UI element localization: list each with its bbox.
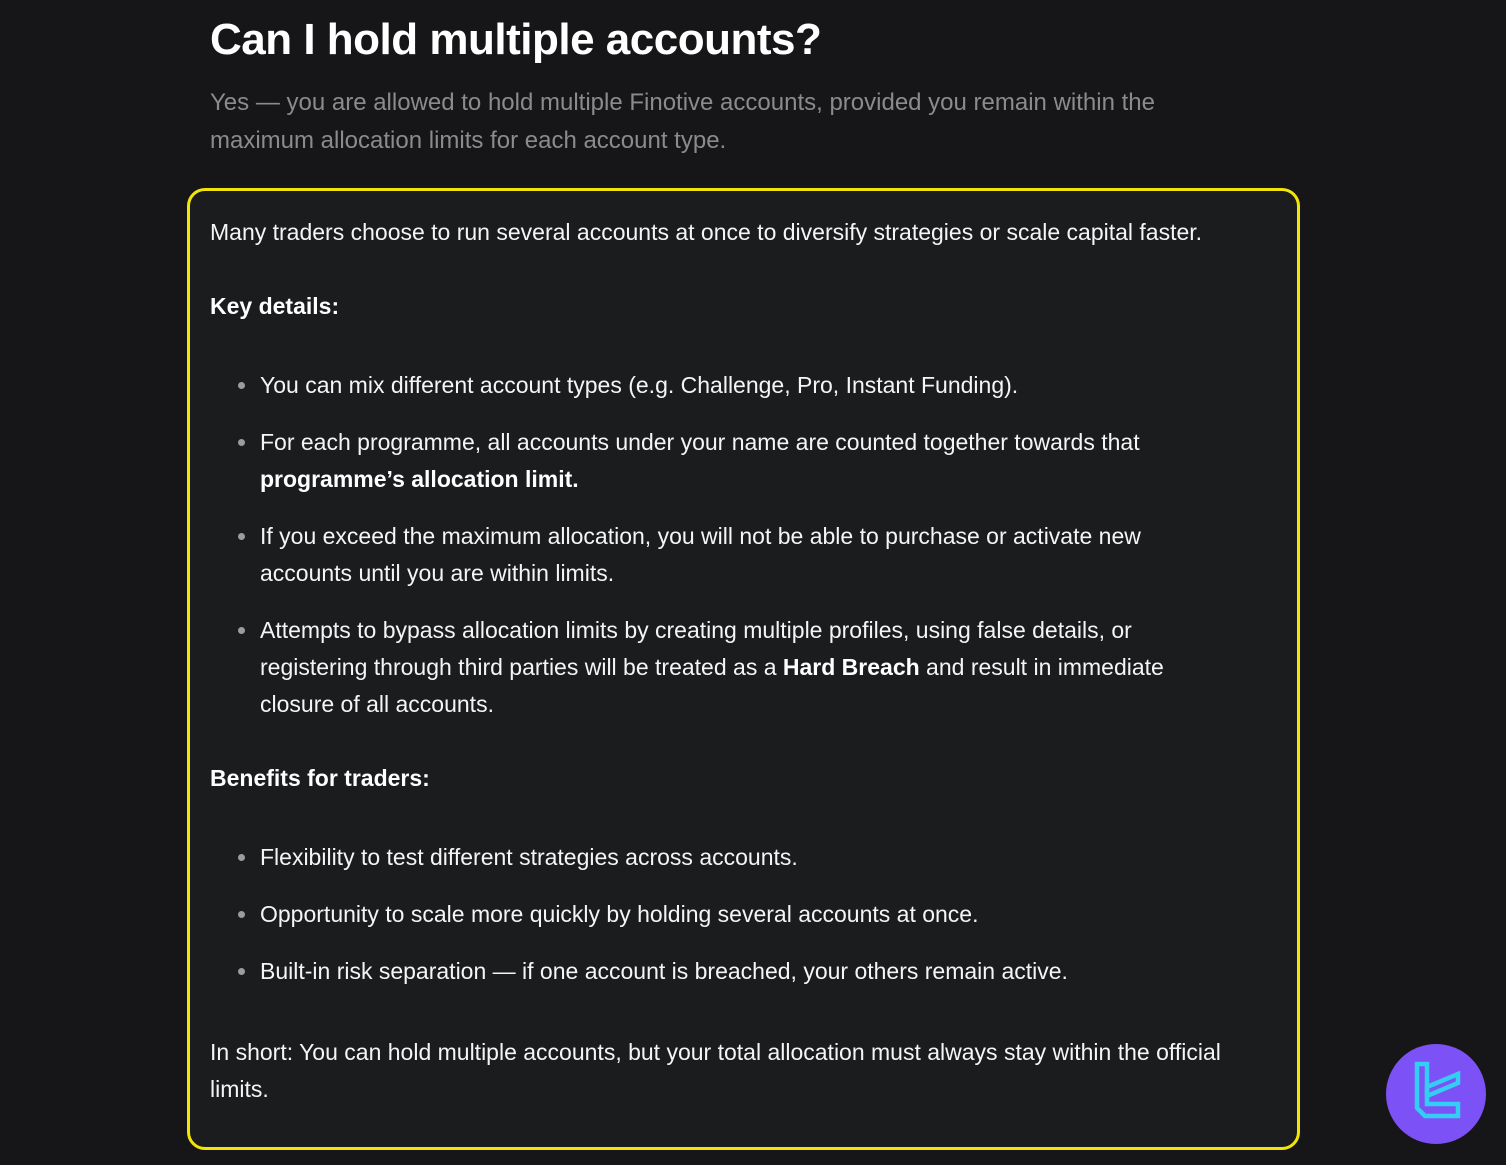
list-item-bold-text: programme’s allocation limit. bbox=[260, 466, 579, 492]
list-item-text: Built-in risk separation — if one account is breached, your others remain active. bbox=[260, 958, 1068, 984]
benefits-list bbox=[210, 839, 1271, 990]
list-item-bold-text: Hard Breach bbox=[782, 654, 920, 680]
key-details-heading: Key details: bbox=[210, 293, 340, 319]
list-item-text: You can mix different account types (e.g. Challenge, Pro, Instant Funding). bbox=[260, 372, 1019, 398]
list-item bbox=[238, 424, 1223, 498]
finotive-logo-icon bbox=[1386, 1044, 1486, 1144]
bullet-dot-icon bbox=[238, 627, 245, 634]
bullet-dot-icon bbox=[238, 911, 245, 918]
list-item-text: For each programme, all accounts under your name are counted together towards that bbox=[260, 429, 1140, 455]
summary-paragraph: In short: You can hold multiple accounts, but your total allocation must always stay within the official limits. bbox=[210, 1039, 1221, 1102]
list-item-text: Opportunity to scale more quickly by holding several accounts at once. bbox=[260, 901, 979, 927]
list-item bbox=[238, 518, 1223, 592]
list-item-text: and result in immediate closure of all accounts. bbox=[260, 654, 1164, 717]
page-title: Can I hold multiple accounts? bbox=[210, 15, 822, 64]
benefits-heading: Benefits for traders: bbox=[210, 765, 430, 791]
bullet-dot-icon bbox=[238, 439, 245, 446]
intro-paragraph: Many traders choose to run several accounts at once to diversify strategies or scale capital faster. bbox=[210, 219, 1203, 245]
answer-card bbox=[187, 188, 1300, 1150]
list-item bbox=[238, 612, 1223, 723]
list-item bbox=[238, 839, 1223, 876]
page-subtitle: Yes — you are allowed to hold multiple Finotive accounts, provided you remain within the maximum allocation limits for each account type. bbox=[210, 89, 1155, 154]
finotive-logo bbox=[1386, 1044, 1486, 1144]
list-item bbox=[238, 896, 1223, 933]
list-item-text: If you exceed the maximum allocation, you will not be able to purchase or activate new accounts until you are within limits. bbox=[260, 523, 1141, 586]
bullet-dot-icon bbox=[238, 533, 245, 540]
list-item-text: Flexibility to test different strategies across accounts. bbox=[260, 844, 798, 870]
bullet-dot-icon bbox=[238, 382, 245, 389]
list-item bbox=[238, 367, 1223, 404]
list-item bbox=[238, 953, 1223, 990]
key-details-list bbox=[210, 367, 1271, 723]
list-item-text: Attempts to bypass allocation limits by creating multiple profiles, using false details, or registering through third parties will be treated as a bbox=[260, 617, 1132, 680]
bullet-dot-icon bbox=[238, 968, 245, 975]
bullet-dot-icon bbox=[238, 854, 245, 861]
